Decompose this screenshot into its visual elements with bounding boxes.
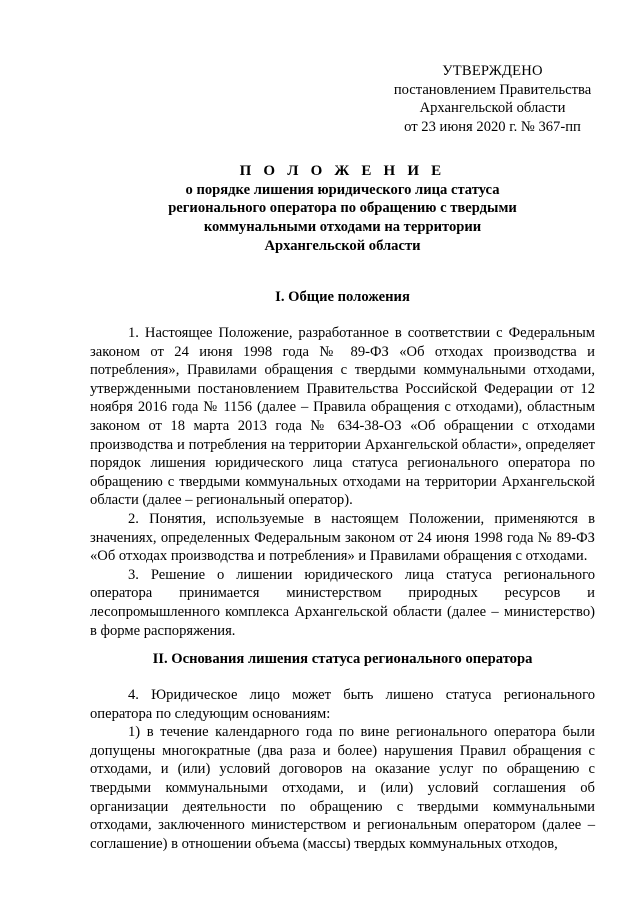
- title-line-3: коммунальными отходами на территории: [203, 219, 482, 236]
- approval-line-2: Архангельской области: [419, 100, 566, 116]
- section-body-general: [90, 324, 595, 640]
- approval-head: УТВЕРЖДЕНО: [442, 63, 543, 79]
- title-main: П О Л О Ж Е Н И Е: [239, 163, 446, 179]
- paragraph-3: 3. Решение о лишении юридического лица статуса регионального оператора принимается министерством природных ресурсов и лесопромышленного комплекса Архангельской области (далее – министерство) в форме распоряжения.: [90, 566, 595, 639]
- paragraph-1: 1. Настоящее Положение, разработанное в соответствии с Федеральным законом от 24 июня 1998 года № 89-ФЗ «Об отходах производства и потребления», Правилами обращения с твердыми коммунальными отходами, утвержденными постановлением Правительства Российской Федерации от 12 ноября 2016 года № 1156 (далее – Правила обращения с отходами), областным законом от 18 марта 2013 года № 634-38-ОЗ «Об обращении с отходами производства и потребления на территории Архангельской области», определяет порядок лишения юридического лица статуса регионального оператора по обращению с твердыми коммунальных отходами на территории Архангельской области (далее – региональный оператор).: [90, 325, 595, 509]
- section-heading-grounds: II. Основания лишения статуса регионального оператора: [152, 651, 533, 667]
- paragraph-4-item-1: 1) в течение календарного года по вине регионального оператора были допущены многократные (два раза и более) нарушения Правил обращения с отходами, и (или) условий договоров на оказание услуг по обращению с твердыми коммунальными отходами, и (или) условий соглашения об организации деятельности по обращению с твердыми коммунальными отходами, заключенного министерством и региональным оператором (далее – соглашение) в отношении объема (массы) твердых коммунальных отходов,: [90, 724, 595, 852]
- approval-stamp: [380, 62, 605, 136]
- approval-line-3: от 23 июня 2020 г. № 367-пп: [404, 118, 581, 135]
- paragraph-4: 4. Юридическое лицо может быть лишено статуса регионального оператора по следующим основаниям:: [90, 687, 595, 722]
- title-line-2: регионального оператора по обращению с твердыми: [168, 200, 517, 217]
- section-heading-general: I. Общие положения: [275, 289, 410, 305]
- document-title: [90, 162, 595, 256]
- section-body-grounds: [90, 686, 595, 853]
- paragraph-2: 2. Понятия, используемые в настоящем Положении, применяются в значениях, определенных Федеральным законом от 24 июня 1998 года № 89-ФЗ «Об отходах производства и потребления» и Правилами обращения с отходами.: [90, 510, 595, 565]
- title-line-4: Архангельской области: [264, 237, 421, 254]
- title-line-1: о порядке лишения юридического лица статуса: [185, 181, 500, 198]
- approval-line-1: постановлением Правительства: [393, 81, 592, 98]
